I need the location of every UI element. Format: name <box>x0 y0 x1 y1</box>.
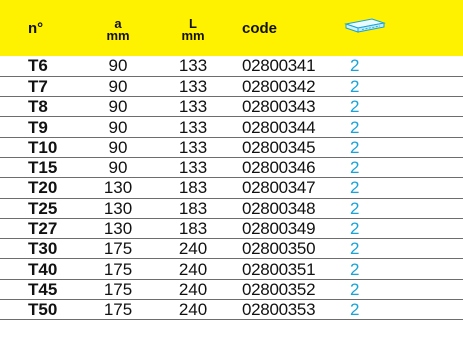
row-a-mm: 90 <box>108 56 128 76</box>
row-code: 02800343 <box>242 97 316 117</box>
header-package <box>336 0 463 56</box>
row-package-qty: 2 <box>350 178 360 198</box>
table-row <box>0 300 463 320</box>
table-row <box>0 76 463 96</box>
row-l-mm: 133 <box>178 76 208 96</box>
row-a-mm: 90 <box>108 97 128 117</box>
row-package-qty: 2 <box>350 239 360 259</box>
table-row <box>0 198 463 218</box>
row-number: T6 <box>28 56 48 76</box>
row-a-mm: 90 <box>108 117 128 137</box>
row-code: 02800351 <box>242 259 316 279</box>
table-body <box>0 56 463 320</box>
row-code: 02800347 <box>242 178 316 198</box>
table-header <box>0 0 463 56</box>
row-l-mm: 240 <box>178 259 208 279</box>
row-number: T30 <box>28 239 58 259</box>
table-row <box>0 218 463 238</box>
row-a-mm: 90 <box>108 76 128 96</box>
row-l-mm: 183 <box>178 178 208 198</box>
row-number: T50 <box>28 300 58 320</box>
row-code: 02800345 <box>242 137 316 157</box>
row-package-qty: 2 <box>350 56 360 76</box>
row-package-qty: 2 <box>350 117 360 137</box>
header-a-unit: mm <box>106 27 130 43</box>
row-package-qty: 2 <box>350 198 360 218</box>
row-package-qty: 2 <box>350 158 360 178</box>
row-package-qty: 2 <box>350 76 360 96</box>
table-row <box>0 178 463 198</box>
row-l-mm: 133 <box>178 158 208 178</box>
row-number: T25 <box>28 198 58 218</box>
row-number: T9 <box>28 117 48 137</box>
row-a-mm: 175 <box>103 259 133 279</box>
row-a-mm: 130 <box>103 198 133 218</box>
table-row <box>0 259 463 279</box>
row-code: 02800349 <box>242 219 316 239</box>
row-code: 02800341 <box>242 56 316 76</box>
row-number: T40 <box>28 259 58 279</box>
header-l-unit: mm <box>181 27 205 43</box>
row-code: 02800342 <box>242 76 316 96</box>
table-row <box>0 239 463 259</box>
row-a-mm: 130 <box>103 219 133 239</box>
row-number: T45 <box>28 279 58 299</box>
table-row <box>0 279 463 299</box>
row-number: T15 <box>28 158 58 178</box>
table-row <box>0 137 463 157</box>
row-a-mm: 90 <box>108 158 128 178</box>
row-l-mm: 133 <box>178 56 208 76</box>
row-code: 02800350 <box>242 239 316 259</box>
row-package-qty: 2 <box>350 300 360 320</box>
row-code: 02800346 <box>242 158 316 178</box>
header-code: code <box>242 19 278 37</box>
row-package-qty: 2 <box>350 259 360 279</box>
header-l-mm <box>158 0 228 56</box>
row-package-qty: 2 <box>350 97 360 117</box>
row-l-mm: 240 <box>178 239 208 259</box>
header-a-mm <box>78 0 158 56</box>
table-row <box>0 97 463 117</box>
row-l-mm: 133 <box>178 137 208 157</box>
row-a-mm: 90 <box>108 137 128 157</box>
row-a-mm: 175 <box>103 279 133 299</box>
row-l-mm: 133 <box>178 97 208 117</box>
row-package-qty: 2 <box>350 219 360 239</box>
row-number: T10 <box>28 137 58 157</box>
row-a-mm: 130 <box>103 178 133 198</box>
row-number: T8 <box>28 97 48 117</box>
row-code: 02800344 <box>242 117 316 137</box>
row-code: 02800353 <box>242 300 316 320</box>
row-package-qty: 2 <box>350 279 360 299</box>
row-l-mm: 240 <box>178 279 208 299</box>
header-number: n° <box>28 19 44 37</box>
row-number: T7 <box>28 76 48 96</box>
row-package-qty: 2 <box>350 137 360 157</box>
row-l-mm: 133 <box>178 117 208 137</box>
row-code: 02800352 <box>242 279 316 299</box>
header-l-label: L <box>189 15 197 31</box>
header-a-label: a <box>114 15 122 31</box>
row-number: T27 <box>28 219 58 239</box>
row-l-mm: 183 <box>178 219 208 239</box>
row-a-mm: 175 <box>103 300 133 320</box>
header-row <box>0 0 463 56</box>
table-row <box>0 117 463 137</box>
row-a-mm: 175 <box>103 239 133 259</box>
package-icon <box>342 17 386 39</box>
row-number: T20 <box>28 178 58 198</box>
table-row <box>0 157 463 177</box>
row-l-mm: 240 <box>178 300 208 320</box>
row-l-mm: 183 <box>178 198 208 218</box>
table-row <box>0 56 463 76</box>
row-code: 02800348 <box>242 198 316 218</box>
